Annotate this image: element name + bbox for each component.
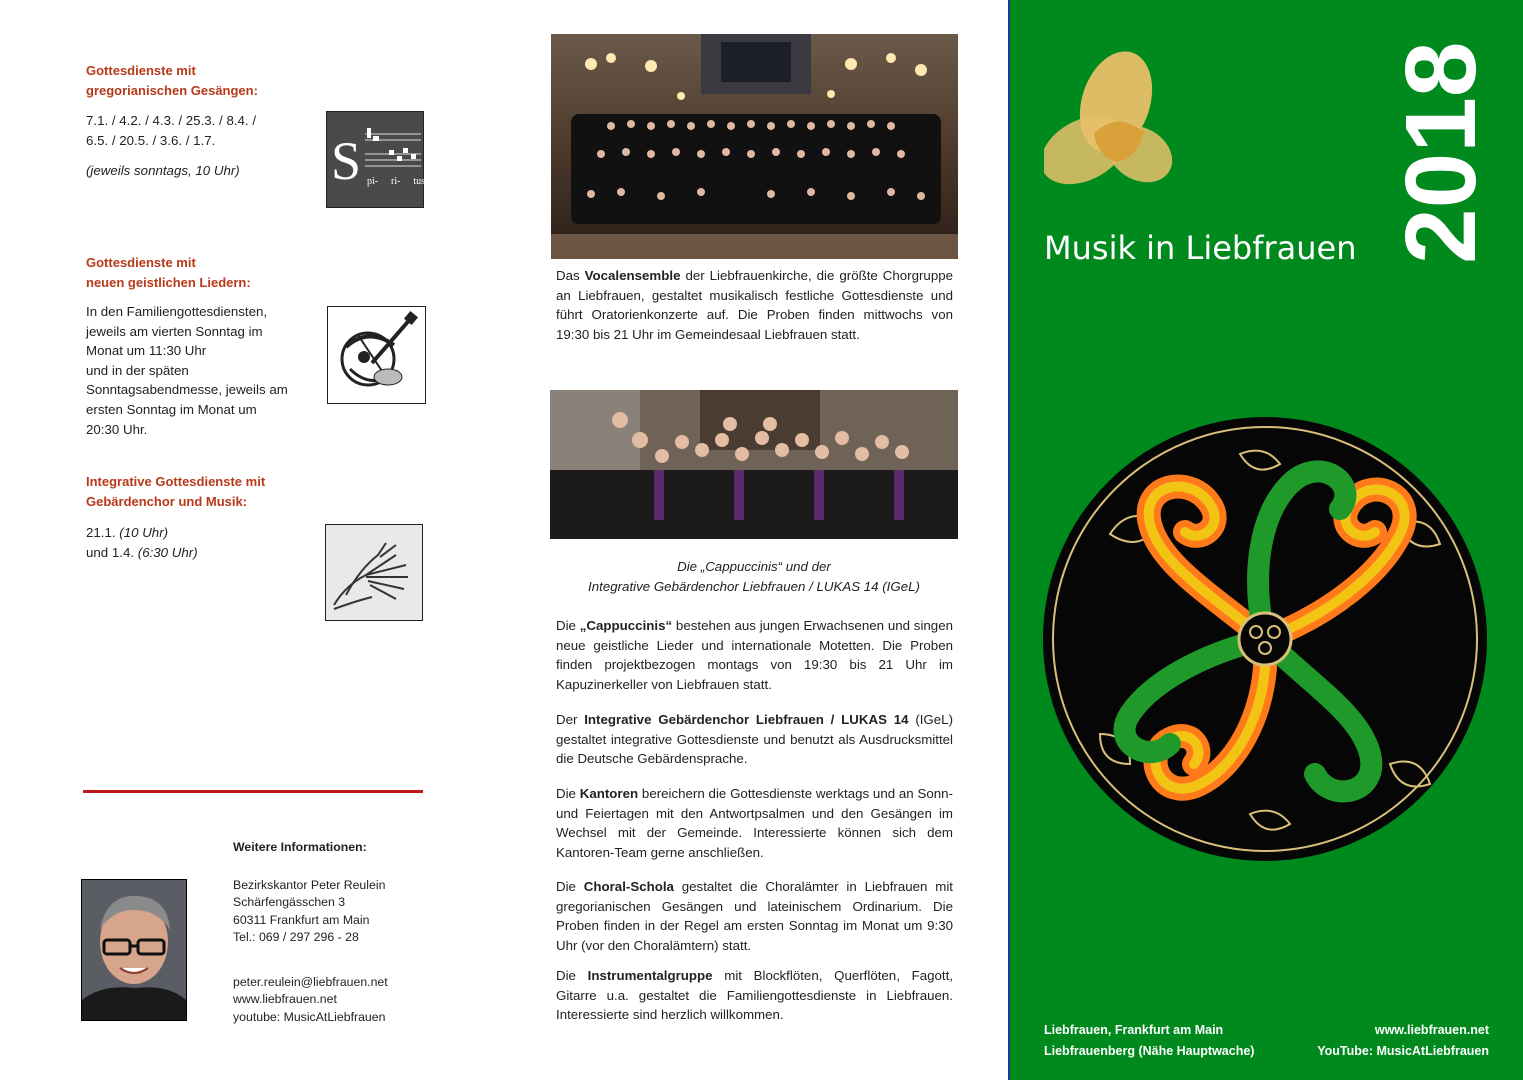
spiritus-syllables — [367, 176, 425, 187]
igel-paragraph — [556, 710, 953, 769]
kantoren-paragraph — [556, 784, 953, 862]
text: der Liebfrauenkirche, die größte Chorgruppe an Liebfrauen, gestaltet musikalisch festliche Gottesdienste und führt Oratorienkonzerte auf. Die Proben finden mittwochs von 19:30 bis 21 Uhr im Gemeindesaal Liebfrauen statt. — [556, 268, 954, 342]
text-bold: Kantoren — [579, 786, 639, 801]
choir-in-church-image — [551, 34, 958, 259]
address-line: Bezirkskantor Peter Reulein — [233, 878, 386, 892]
date: und 1.4. — [86, 544, 138, 560]
cover-footer-left — [1044, 1020, 1254, 1062]
text-line: Sonntagsabendmesse, jeweils am — [86, 382, 288, 398]
cappuccinis-photo — [550, 390, 958, 539]
address-line: Schärfengässchen 3 — [233, 895, 346, 910]
contact-online — [233, 974, 388, 1026]
vocalensemble-paragraph — [556, 266, 953, 344]
text: Die — [556, 786, 580, 801]
text-bold: Instrumentalgruppe — [587, 968, 713, 983]
title-line: Gottesdienste mit — [86, 63, 196, 78]
text-line: und in der späten — [86, 362, 189, 378]
text-bold: Choral-Schola — [583, 879, 674, 894]
text-line: 20:30 Uhr. — [86, 421, 148, 437]
text: Die — [556, 879, 584, 894]
contact-address — [233, 877, 385, 946]
time: (10 Uhr) — [119, 525, 169, 540]
text: (IGeL) gestaltet integrative Gottesdienste und benutzt als Ausdrucksmittel die Deutsche Gebärdensprache. — [556, 712, 953, 767]
time: (6:30 Uhr) — [137, 544, 198, 560]
date-line — [86, 523, 316, 543]
integrative-dates — [86, 523, 316, 562]
syllable: pi- — [367, 176, 379, 187]
text: bestehen aus jungen Erwachsenen und singen neue geistliche Lieder und internationale Motetten. Die Proben finden projektbezogen montags von 19:30 bis 21 Uhr im Kapuzinerkeller von Liebfrauen statt. — [556, 618, 953, 692]
website-link[interactable]: www.liebfrauen.net — [1374, 1023, 1489, 1037]
cover-panel — [1008, 0, 1523, 1080]
text-bold: Integrative Gebärdenchor Liebfrauen / LUKAS 14 — [584, 712, 909, 727]
music-staff-icon — [365, 126, 421, 182]
instrumentalgruppe-paragraph — [556, 966, 953, 1025]
title-line: neuen geistlichen Liedern: — [86, 275, 251, 290]
text-line: Monat um 11:30 Uhr — [86, 343, 207, 359]
section-title-gregorian — [86, 61, 316, 101]
info-heading: Weitere Informationen: — [233, 840, 367, 854]
text: Das — [556, 268, 585, 283]
text-line: jeweils am vierten Sonntag im — [86, 323, 263, 339]
gregorian-note: (jeweils sonntags, 10 Uhr) — [86, 163, 240, 178]
text: Die — [556, 618, 580, 633]
cappuccinis-paragraph — [556, 616, 953, 694]
title-line: Gebärdenchor und Musik: — [86, 494, 248, 509]
text: Die — [556, 968, 588, 983]
hands-drawing-icon — [326, 525, 422, 620]
title-line: Gottesdienste mit — [86, 255, 196, 270]
dates-line: 6.5. / 20.5. / 3.6. / 1.7. — [86, 132, 216, 148]
email-link[interactable]: peter.reulein@liebfrauen.net — [233, 975, 388, 989]
guitar-drawing-icon — [328, 307, 425, 403]
cover-footer-right — [1317, 1020, 1489, 1062]
title-line: gregorianischen Gesängen: — [86, 83, 258, 98]
text: Der — [556, 712, 585, 727]
person-icon — [82, 880, 186, 1020]
date-line — [86, 543, 316, 563]
sign-language-icon — [325, 524, 423, 621]
text-bold: Vocalensemble — [584, 268, 681, 283]
caption-line: Die „Cappuccinis“ und der — [677, 559, 831, 574]
divider-red — [83, 790, 423, 793]
title-line: Integrative Gottesdienste mit — [86, 474, 266, 489]
cover-title: Musik in Liebfrauen — [1044, 229, 1357, 267]
footer-line: Liebfrauen, Frankfurt am Main — [1044, 1023, 1224, 1037]
text: gestaltet die Choralämter in Liebfrauen mit gregorianischen Gesängen und lateinischem Ordinarium. Die Proben finden in der Regel am ersten Sonntag im Monat um 9:30 Uhr (vor den Choralämtern) statt. — [556, 879, 953, 953]
date: 21.1. — [86, 525, 120, 540]
youtube-link[interactable]: YouTube: MusicAtLiebfrauen — [1317, 1044, 1489, 1058]
guitar-music-icon — [327, 306, 426, 404]
portrait-photo — [81, 879, 187, 1021]
gregorian-chant-icon — [326, 111, 424, 208]
trefoil-logo-icon — [1044, 50, 1174, 186]
choral-schola-paragraph — [556, 877, 953, 955]
address-line: 60311 Frankfurt am Main — [233, 912, 370, 927]
text-bold: „Cappuccinis“ — [579, 618, 673, 633]
section-title-integrative — [86, 472, 326, 512]
address-line: Tel.: 069 / 297 296 - 28 — [233, 929, 359, 944]
cover-year: 2018 — [1385, 41, 1497, 264]
text: bereichern die Gottesdienste werktags und an Sonn- und Feiertagen mit den Antwortpsalmen und den Gesängen im Wechsel mit der Gemeinde. Interessierte können sich dem Kantoren-Team gerne anschließen. — [556, 786, 953, 860]
syllable: ri- — [390, 176, 401, 187]
celtic-triskele-icon — [1040, 414, 1490, 864]
dates-line: 7.1. / 4.2. / 4.3. / 25.3. / 8.4. / — [86, 113, 257, 128]
syllable: tus — [413, 176, 425, 187]
text: mit Blockflöten, Querflöten, Fagott, Gitarre u.a. gestaltet die Familiengottesdienste in Liebfrauen. Interessierte sind herzlich willkommen. — [556, 968, 953, 1023]
vocalensemble-photo — [551, 34, 958, 259]
text-line: ersten Sonntag im Monat um — [86, 401, 257, 417]
footer-line: Liebfrauenberg (Nähe Hauptwache) — [1044, 1044, 1255, 1058]
youtube-link[interactable]: youtube: MusicAtLiebfrauen — [233, 1009, 386, 1024]
text-line: In den Familiengottesdiensten, — [86, 304, 268, 319]
spiritus-letter: S — [331, 131, 362, 191]
photo-caption — [550, 557, 958, 596]
new-songs-text — [86, 302, 322, 439]
section-title-new-songs — [86, 253, 316, 293]
caption-line: Integrative Gebärdenchor Liebfrauen / LUKAS 14 (IGeL) — [588, 578, 920, 594]
gregorian-dates — [86, 111, 316, 150]
website-link[interactable]: www.liebfrauen.net — [233, 992, 337, 1007]
group-photo-image — [550, 390, 958, 539]
